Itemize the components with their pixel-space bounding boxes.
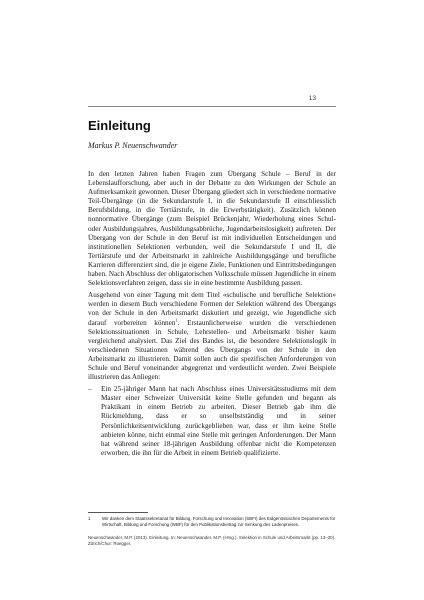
paragraph-2-text-before-note: Ausgehend von einer Tagung mit dem Titel «schulische und berufliche Selektion» werden in diesem Buch verschiedene Formen der Selektion während des Übergangs von der Schule in den Arbeitsmarkt diskutiert und gezeigt, wie Jugendliche sich darauf vorbereiten können bbox=[88, 291, 336, 327]
footnote-text: Wir danken dem Staatssekretariat für Bildung, Forschung und Innovation (SBFI) des Eidgenössischen Departements für Wirtschaft, Bildung und Forschung (WBF) für den Publikationsbeitrag zur Senkung des Ladenpreises. bbox=[102, 516, 336, 527]
footnote-rule bbox=[88, 512, 148, 513]
author-name: Markus P. Neuenschwander bbox=[88, 141, 178, 150]
paragraph-2 bbox=[88, 291, 336, 382]
page-number: 13 bbox=[308, 95, 316, 102]
citation: Neuenschwander, M.P. (2013). Einleitung. In: Neuenschwander, M.P. (Hrsg.). Selektion in Schule und Arbeitsmarkt (pp. 13–20). Zürich/Chur: Rüegger. bbox=[88, 535, 336, 546]
example-list bbox=[88, 385, 336, 458]
footnote bbox=[88, 516, 336, 527]
paragraph-2-text-after-note: . Erstaunlicherweise wurden die verschiedenen Selektionssituationen in Schule, Lehrstellen- und Arbeitsmarkt bisher kaum vergleichend analysiert. Das Ziel des Bandes ist, die besondere Selektionslogik in verschiedenen Situationen während des Übergangs von der Schule in den Arbeitsmarkt zu illustrieren. Damit sollen auch die spezifischen Anforderungen von Schule und Beruf voneinander abgegrenzt und verdeutlicht werden. Zwei Beispiele illustrieren das Anliegen: bbox=[88, 318, 336, 382]
footnote-reference: 1 bbox=[175, 317, 178, 323]
paragraph-1: In den letzten Jahren haben Fragen zum Übergang Schule – Beruf in der Lebenslaufforschung, aber auch in der Debatte zu den Wirkungen der Schule an Aufmerksamkeit gewonnen. Dieser Übergang gliedert sich in verschiedene normative Teil-Übergänge (in die Sekundarstufe I, in die Sekundarstufe II einschliesslich Berufsbildung, in die Tertiärstufe, in die Erwerbstätigkeit). Zusätzlich können nonnormative Übergänge (zum Beispiel Brückenjahr, Wiederholung eines Schul- oder Ausbildungsjahres, Ausbildungsabbrüche, Jugendarbeitslosigkeit) auftreten. Der Übergang von der Schule in den Beruf ist mit individuellen Entscheidungen und institutionellen Selektionen verbunden, weil die Sekundarstufe I und II, die Tertiärstufe und der Arbeitsmarkt in zahlreiche Ausbildungsgänge und berufliche Karrieren differenziert sind, die je eigene Ziele, Funktionen und Eintrittsbedingungen haben. Nach Abschluss der obligatorischen Volksschule müssen Jugendliche in einem Selektionsverfahren zeigen, dass sie in eine bestimmte Ausbildung passen. bbox=[88, 170, 336, 288]
header-rule bbox=[88, 106, 336, 107]
body-text bbox=[88, 170, 336, 458]
footnote-number: 1 bbox=[88, 516, 91, 521]
list-item: – Ein 25-jähriger Mann hat nach Abschluss eines Universitätsstudiums mit dem Master einer Schweizer Universität keine Stelle gefunden und begann als Praktikant in einem Betrieb zu arbeiten. Dieser Betrieb gab ihm die Rückmeldung, dass er so unselbstständig und in seiner Persönlichkeitsentwicklung zurückgeblieben war, dass er ihm keine Stelle anbieten könne, nicht einmal eine Stelle mit geringen Anforderungen. Der Mann hat während seiner 18-jährigen Ausbildung offenbar nicht die Kompetenzen erworben, die ihn für die Arbeit in einem Betrieb qualifizierte. bbox=[88, 385, 336, 458]
chapter-title: Einleitung bbox=[88, 118, 151, 133]
